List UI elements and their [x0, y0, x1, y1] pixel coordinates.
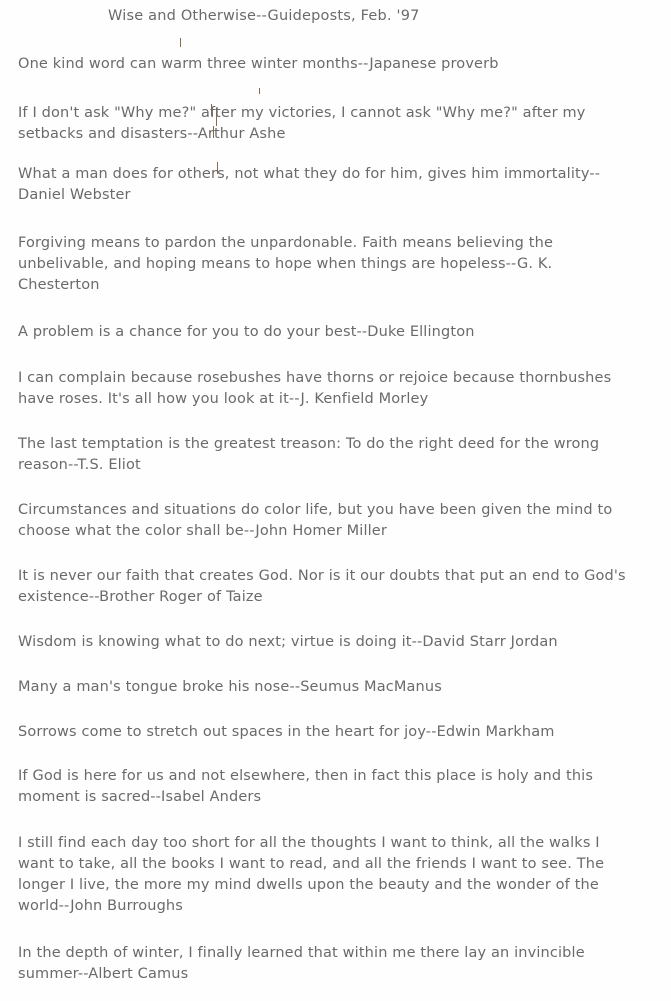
pen-mark: [180, 38, 181, 47]
quote-paragraph: One kind word can warm three winter months--Japanese proverb: [18, 56, 499, 72]
quote-paragraph: I still find each day too short for all the thoughts I want to think, all the walks I want to take, all the books I want to read, and all the friends I want to see. The longer I live, the more my mind dwells upon the beauty and the wonder of the world--John Burroughs: [18, 835, 605, 914]
quote-paragraph: If I don't ask "Why me?" after my victories, I cannot ask "Why me?" after my setbacks and disasters--Arthur Ashe: [18, 105, 586, 142]
quote-paragraph: It is never our faith that creates God. Nor is it our doubts that put an end to God's existence--Brother Roger of Taize: [18, 568, 626, 605]
quote-paragraph: In the depth of winter, I finally learned that within me there lay an invincible summer--Albert Camus: [18, 945, 585, 982]
page-title: Wise and Otherwise--Guideposts, Feb. '97: [108, 8, 420, 24]
quote-paragraph: Many a man's tongue broke his nose--Seumus MacManus: [18, 679, 442, 695]
quote-paragraph: What a man does for others, not what they do for him, gives him immortality-- Daniel Webster: [18, 166, 601, 203]
quote-paragraph: The last temptation is the greatest treason: To do the right deed for the wrong reason--T.S. Eliot: [18, 436, 600, 473]
quote-paragraph: If God is here for us and not elsewhere, then in fact this place is holy and this moment is sacred--Isabel Anders: [18, 768, 594, 805]
quote-paragraph: Sorrows come to stretch out spaces in the heart for joy--Edwin Markham: [18, 724, 555, 740]
quote-paragraph: Wisdom is knowing what to do next; virtue is doing it--David Starr Jordan: [18, 634, 558, 650]
quote-paragraph: I can complain because rosebushes have thorns or rejoice because thornbushes have roses. It's all how you look at it--J. Kenfield Morley: [18, 370, 612, 407]
quote-paragraph: Circumstances and situations do color life, but you have been given the mind to choose what the color shall be--John Homer Miller: [18, 502, 613, 539]
pen-mark: [259, 88, 260, 94]
quote-paragraph: A problem is a chance for you to do your best--Duke Ellington: [18, 324, 475, 340]
quote-paragraph: Forgiving means to pardon the unpardonable. Faith means believing the unbelivable, and hoping means to hope when things are hopeless--G. K. Chesterton: [18, 235, 554, 293]
